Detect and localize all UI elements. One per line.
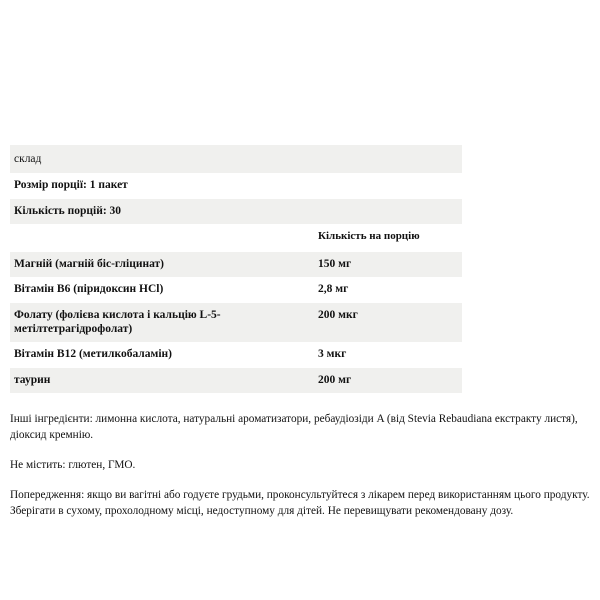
nutrient-amount: 3 мкг [314,342,462,367]
free-from-text: Не містить: глютен, ГМО. [10,459,136,472]
title-spacer-cell [314,145,462,173]
nutrient-name: Фолату (фолієва кислота і кальцію L-5-метілтетрагідрофолат) [10,303,314,343]
label-notes [10,411,590,519]
nutrient-amount: 150 мг [314,252,462,277]
amount-column-header: Кількість на порцію [314,224,462,252]
table-row [10,368,462,393]
table-row [10,303,462,343]
nutrient-name: Магній (магній біс-гліцинат) [10,252,314,277]
nutrient-name: таурин [10,368,314,393]
nutrient-amount: 200 мкг [314,303,462,343]
table-row [10,277,462,302]
nutrient-name: Вітамін B6 (піридоксин HCl) [10,277,314,302]
nutrient-column-header [10,224,314,252]
servings-per-container-label: Кількість порцій: 30 [10,199,314,224]
table-row-serving-size [10,173,462,198]
supplement-facts-table [10,145,462,393]
table-row [10,342,462,367]
servings-spacer [314,199,462,224]
table-row [10,252,462,277]
serving-size-label: Розмір порції: 1 пакет [10,173,314,198]
other-ingredients-text: Інші інгредієнти: лимонна кислота, натуральні ароматизатори, ребаудіозіди A (від Stevia Rebaudiana екстракту листя), діоксид кремнію. [10,413,578,442]
warning-text: Попередження: якщо ви вагітні або годуєте грудьми, проконсультуйтеся з лікарем перед використанням цього продукту. Зберігати в сухому, прохолодному місці, недоступному для дітей. Не перевищувати рекомендовану дозу. [10,489,590,518]
table-row-servings-per-container [10,199,462,224]
serving-size-spacer [314,173,462,198]
supplement-facts-title: склад [10,145,314,173]
nutrient-amount: 2,8 мг [314,277,462,302]
nutrient-name: Вітамін B12 (метилкобаламін) [10,342,314,367]
table-row-header [10,224,462,252]
nutrient-amount: 200 мг [314,368,462,393]
table-row-title [10,145,462,173]
